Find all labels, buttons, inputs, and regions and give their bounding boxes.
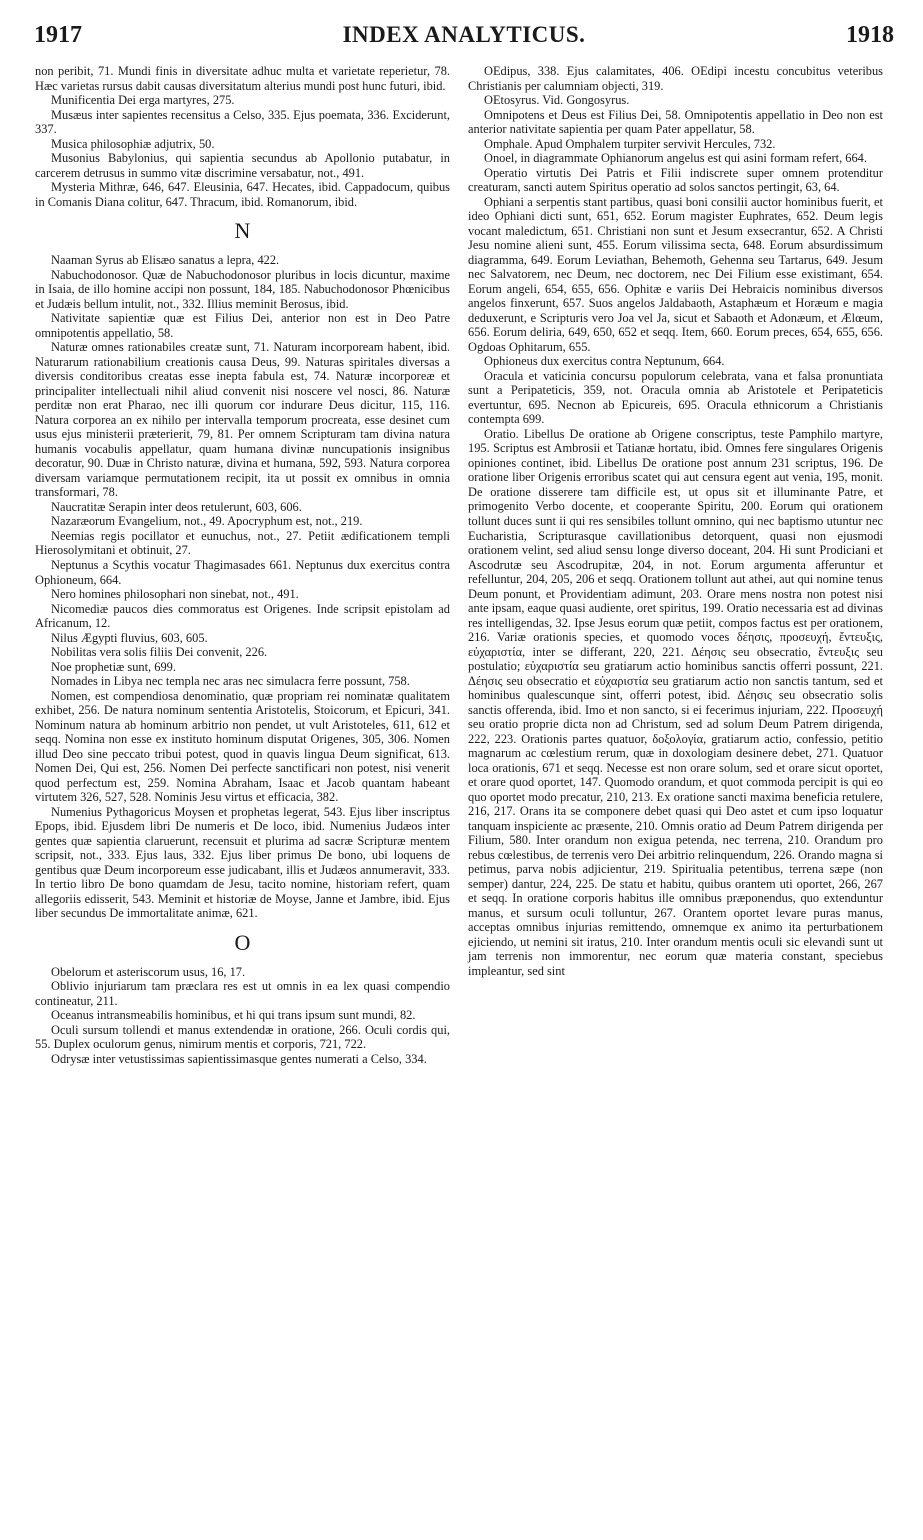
index-entry: Mysteria Mithræ, 646, 647. Eleusinia, 647. Hecates, ibid. Cappadocum, quibus in Comanis Diana colitur, 647. Thracum, ibid. Romanorum, ibid.	[35, 180, 450, 209]
index-entry: Numenius Pythagoricus Moysen et prophetas legerat, 543. Ejus liber inscriptus Epops, ibid. Ejusdem libri De numeris et De loco, ibid. Numenius Judæos inter gentes quæ sapientia claruerunt, recensuit et plurima ad sacræ Scripturæ mentem scripsit, not., 333. Ejus laus, 332. Ejus liber primus De bono, ubi loquens de gentibus quæ Deum incorporeum esse judicabant, illis et Judæos annumeravit, 333. In tertio libro De bono quamdam de Jesu, tacito nomine, historiam refert, quam allegoriis edisserit, 543. Meminit et historiæ de Moyse, Janne et Jambre, ibid. Ejus liber secundus De immortalitate animæ, 621.	[35, 804, 450, 921]
index-entry: non peribit, 71. Mundi finis in diversitate adhuc multa et varietate reperietur, 78. Hæc varietas rursus dabit causas diversitatum alterius mundi post hunc futuri, ibid.	[35, 64, 450, 93]
index-entry: Neemias regis pocillator et eunuchus, not., 27. Petiit ædificationem templi Hierosolymitani et obtinuit, 27.	[35, 528, 450, 558]
index-entry: Nicomediæ paucos dies commoratus est Origenes. Inde scripsit epistolam ad Africanum, 12.	[35, 601, 450, 631]
index-entry: Odrysæ inter vetustissimas sapientissimasque gentes numerati a Celso, 334.	[51, 1051, 427, 1066]
index-entry: Noe prophetiæ sunt, 699.	[51, 659, 176, 674]
index-entry: Operatio virtutis Dei Patris et Filii indiscrete super omnem protenditur creaturam, sancti autem Spiritus operatio ad solos sanctos pertingit, 63, 64.	[468, 165, 883, 195]
section-letter-n: N	[234, 218, 251, 244]
index-entry: Musæus inter sapientes recensitus a Celso, 335. Ejus poemata, 336. Exciderunt, 337.	[35, 107, 450, 137]
page-number-left: 1917	[34, 22, 82, 48]
index-entry: Musonius Babylonius, qui sapientia secundus ab Apollonio putabatur, in carcerem detrusus in summo vitæ discrimine versabatur, not., 491.	[35, 151, 450, 180]
index-entry: Nomen, est compendiosa denominatio, quæ propriam rei nominatæ qualitatem exhibet, 256. De natura nominum sententia Aristotelis, Stoicorum, et Epicuri, 341. Nominum natura ab hominum arbitrio non pendet, ut vult Aristoteles, 611, 612 et seqq. Nomina non esse ex instituto hominum disputat Origenes, 305, 306. Nomen illud Deo sine peccato tribui potest, quod in quavis lingua Deum significat, 613. Nomen Dei, Qui est, 256. Nomen Dei perfecte sanctificari non potest, nisi venerit quod perfectum est, 259. Nomina Abraham, Isaac et Jacob quantam habeant virtutem 326, 527, 528. Nominis Jesu virtus et efficacia, 382.	[35, 688, 450, 805]
index-entry: Naturæ omnes rationabiles creatæ sunt, 71. Naturam incorpoream habent, ibid. Naturarum rationabilium creationis causa Deus, 99. Naturas spiritales diversas a diversis conditoribus creatas esse inepta fabula est, 74. Naturæ incorporeæ et principaliter intellectuali nihil aliud convenit nisi noscere vel nosci, 86. Naturæ perditæ non erat Pharao, nec illi quorum cor indurare Deus dicitur, 115, 116. Natura corporea an ex nihilo per intervalla temporum procreata, esse desinet cum usus ejus ministerii præterierit, 79, 81. Per omnem Scripturam tam divina natura humanis vocabulis appellatur, quam humana divinæ nuncupationis insignibus decoratur, 90. Duæ in Christo naturæ, divina et humana, 592, 593. Natura corporea diversam variamque permutationem recipit, ita ut possit ex omnibus in omnia transformari, 78.	[35, 340, 450, 500]
section-letter-o: O	[234, 929, 251, 955]
page-number-right: 1918	[846, 22, 894, 48]
right-column	[468, 64, 883, 978]
index-entry: Nomades in Libya nec templa nec aras nec simulacra ferre possunt, 758.	[51, 674, 410, 689]
index-entry: Nazaræorum Evangelium, not., 49. Apocryphum est, not., 219.	[51, 514, 363, 529]
index-entry: Omphale. Apud Omphalem turpiter servivit Hercules, 732.	[484, 136, 776, 151]
index-entry: Nabuchodonosor. Quæ de Nabuchodonosor pluribus in locis dicuntur, maxime in Isaia, de illo homine accipi non possunt, 184, 185. Nabuchodonosor Phœnicibus et Judæis bellum intulit, not., 332. Illius meminit Berosus, ibid.	[35, 267, 450, 311]
index-entry: Ophioneus dux exercitus contra Neptunum, 664.	[484, 354, 725, 369]
index-entry: Naaman Syrus ab Elisæo sanatus a lepra, 422.	[51, 253, 280, 268]
index-entry: Nobilitas vera solis filiis Dei convenit, 226.	[51, 645, 268, 660]
index-entry: Musica philosophiæ adjutrix, 50.	[51, 136, 215, 151]
page-header	[30, 10, 898, 46]
page-title: INDEX ANALYTICUS.	[342, 22, 586, 47]
index-entry: Oblivio injuriarum tam præclara res est ut omnis in ea lex quasi compendio contineatur, 211.	[35, 979, 450, 1008]
index-entry: Oculi sursum tollendi et manus extendendæ in oratione, 266. Oculi cordis qui, 55. Duplex oculorum genus, nimirum mentis et corporis, 721, 722.	[35, 1022, 450, 1052]
index-entry: OEdipus, 338. Ejus calamitates, 406. OEdipi incestu concubitus veteribus Christianis per calumniam objecti, 319.	[468, 64, 883, 93]
index-entry: Oceanus intransmeabilis hominibus, et hi qui trans ipsum sunt mundi, 82.	[51, 1008, 416, 1023]
index-entry: Omnipotens et Deus est Filius Dei, 58. Omnipotentis appellatio in Deo non est anterior nativitate sapientia per quam Pater appellatur, 58.	[468, 107, 883, 137]
left-column	[35, 64, 450, 1066]
index-entry: Naucratitæ Serapin inter deos retulerunt, 603, 606.	[51, 499, 302, 514]
index-entry: Oratio. Libellus De oratione ab Origene conscriptus, teste Pamphilo martyre, 195. Scriptus est Ambrosii et Tatianæ hortatu, ibid. Omnes fere singulares Origenis opiniones continet, ibid. Libellus De oratione post annum 231 scriptus, 196. De oratione liber Origenis erroribus scatet qui aut censura egent aut venia, 195, monit. De oratione disserere tam difficile est, ut opus sit et illuminante Patre, et primogenito Verbo docente, et cooperante Spiritu, 200. Eorum qui orationem tollunt duces sunt ii qui res sensibiles tollunt omnino, qui nec baptismo utuntur nec Eucharistia, Scripturasque cavillationibus detorquent, quasi non ejusmodi orationem velint, sed aliud sensu longe diverso doceant, 204. Hi sunt Prodiciani et Ascodrutæ seu Ascodrupitæ, 204, in not. Eorum argumenta afferuntur et refelluntur, 204, 205, 206 et seqq. Orationem tollunt aut athei, aut qui nomine tenus Deum ponunt, et Providentiam adimunt, 203. Orare mens nostra non potest nisi ante ipsam, eaque quasi audiente, oret spiritus, 199. Oratio necessaria est ad divinas res intelligendas, 32. Ipse Jesus eorum quæ petiit, compos factus est per orationem, 216. Variæ orationis species, et quomodo voces δέησις, προσευχή, ἔντευξις, εὐχαριστία, inter se differant, 220, 221. Δέησις seu obsecratio, ἔντευξις seu postulatio; εὐχαριστία seu gratiarum actio hominibus sanctis offerri possunt, 221. Δέησις seu obsecratio et εὐχαριστία seu gratiarum actio non sanctis tantum, sed et hominibus qualescunque sint, offerri potest, ibid. Δέησις seu obsecratio solis sanctis offerenda, ibid. Imo et non sancto, si ei fecerimus injuriam, 222. Προσευχή seu oratio proprie dicta non ad Christum, sed ad solum Deum Patrem dirigenda, 222, 223. Orationis partes quatuor, δοξολογία, gratiarum actio, confessio, petitio magnarum ac cœlestium rerum, quæ in doxologiam desinere debet, 271. Quatuor loca orationis, 671 et seqq. Necesse est non orare solum, sed et orare sicut oportet, et orare quod oportet, 147. Quomodo orandum, et quot commoda percipit is qui eo quo oportet modo precatur, 210, 213. Ex oratione sancti maxima beneficia retulere, 216, 217. Orans ita se componere debet quasi qui Deo astet et cum ipso loquatur tanquam inspiciente ac præsente, 210. Omnis oratio ad Deum Patrem dirigenda per Filium, 580. Inter orandum non exigua petenda, nec terrena, 210. Orandum pro rebus cœlestibus, de terrenis vero Dei arbitrio relinquendum, 226. Orando magna si petimus, parva nobis adjicientur, 219. Spiritualia petentibus, terrena sæpe (non semper) dantur, 224, 225. De statu et habitu, quibus orantem uti oportet, 266, 267 et seqq. In oratione corporis habitus ille omnibus præponendus, quo extenduntur manus, et sursum oculi tolluntur, 267. Orantem oportet levare puras manus, acceptas omnibus injurias remittendo, omnemque ex animo ita perturbationem ejiciendo, ut nemini sit iratus, 210. Inter orandum mentis oculi sic elevandi sunt ut jam terrenis non immorentur, nec eorum quæ materia constant, speciebus impleantur, sed sint	[468, 426, 883, 978]
index-entry: Nativitate sapientiæ quæ est Filius Dei, anterior non est in Deo Patre omnipotentis appellatio, 58.	[35, 311, 450, 340]
index-entry: Oracula et vaticinia concursu populorum celebrata, vana et falsa pronuntiata sunt a Peripateticis, 359, not. Oracula omnia ab Aristotele et Peripateticis evertuntur, 695. Necnon ab Epicureis, 695. Oracula ethnicorum a Christianis contempta 699.	[468, 368, 883, 427]
index-entry: Obelorum et asteriscorum usus, 16, 17.	[51, 964, 246, 979]
index-entry: Nilus Ægypti fluvius, 603, 605.	[51, 630, 208, 645]
index-entry: OEtosyrus. Vid. Gongosyrus.	[484, 93, 630, 108]
index-entry: Ophiani a serpentis stant partibus, quasi boni consilii auctor hominibus fuerit, et ideo Ophiani dicti sunt, 651, 652. Eorum magister Euphrates, 652. Deum legis vocant maledictum, 651. Christiani non sunt et Jesum exsecrantur, 652. A Christi Jesu nomine alieni sunt, 455. Eorum vilissima secta, 648. Eorum absurdissimum diagramma, 649. Eorum Leviathan, Behemoth, Gehenna seu Tartarus, 649. Jesum nec Salvatorem, nec Deum, nec doctorem, nec Dei Filium esse existimant, 654. Eorum angeli, 654, 655, 656. Ophitæ e variis Dei Hebraicis nominibus diversos angelos finxerunt, 657. Suos angelos Jaldabaoth, Astaphæum et Horæum e magia deduxerunt, e Scripturis vero Joa vel Ja, sicut et Sabaoth et Adonæum, et Ælœum, 656. Eorum deliria, 649, 650, 652 et seqq. Item, 660. Eorum preces, 654, 655, 656. Ogdoas Ophitarum, 655.	[468, 194, 883, 354]
index-entry: Munificentia Dei erga martyres, 275.	[51, 93, 235, 108]
index-entry: Neptunus a Scythis vocatur Thagimasades 661. Neptunus dux exercitus contra Ophioneum, 664.	[35, 557, 450, 587]
index-entry: Nero homines philosophari non sinebat, not., 491.	[51, 587, 299, 602]
index-entry: Onoel, in diagrammate Ophianorum angelus est qui asini formam refert, 664.	[484, 151, 867, 166]
